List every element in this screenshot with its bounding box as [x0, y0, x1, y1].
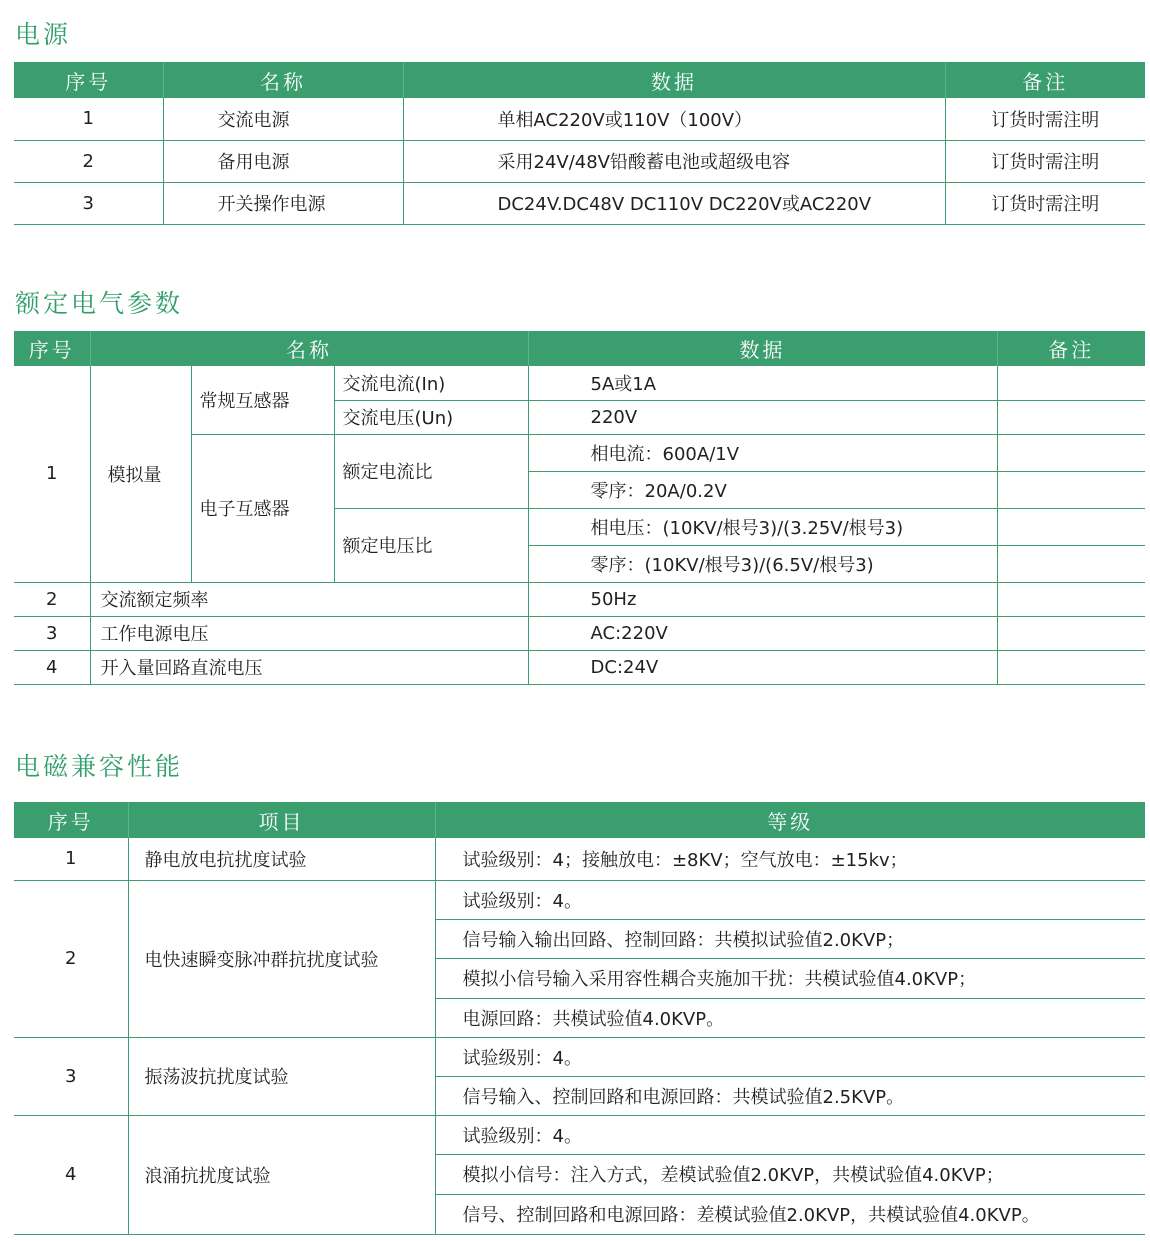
test-level: 信号、控制回路和电源回路：差模试验值2.0KVP，共模试验值4.0KVP。 — [435, 1194, 1145, 1234]
row-no: 1 — [14, 366, 90, 582]
header-level: 等级 — [435, 802, 1145, 838]
ac-current-label: 交流电流(In) — [334, 366, 528, 400]
row-no: 2 — [14, 140, 163, 182]
rated-voltage-ratio-label: 额定电压比 — [334, 508, 528, 582]
table-row — [14, 366, 1145, 400]
row-data: AC:220V — [528, 616, 997, 650]
header-name: 名称 — [163, 62, 403, 98]
table-header-row — [14, 62, 1145, 98]
header-item: 项目 — [128, 802, 435, 838]
row-note: 订货时需注明 — [945, 182, 1145, 224]
phase-voltage-value: 相电压：(10KV/根号3)/(3.25V/根号3) — [528, 508, 997, 545]
power-table — [14, 62, 1145, 225]
rated-section-title: 额定电气参数 — [15, 289, 184, 318]
test-name: 振荡波抗扰度试验 — [128, 1037, 435, 1115]
table-header-row — [14, 802, 1145, 838]
phase-current-value: 相电流：600A/1V — [528, 434, 997, 471]
test-no: 4 — [14, 1115, 128, 1234]
note-cell — [997, 582, 1145, 616]
row-note: 订货时需注明 — [945, 140, 1145, 182]
row-no: 2 — [14, 582, 90, 616]
test-level: 试验级别：4。 — [435, 1037, 1145, 1076]
rated-current-ratio-label: 额定电流比 — [334, 434, 528, 508]
note-cell — [997, 471, 1145, 508]
row-name: 开入量回路直流电压 — [90, 650, 528, 684]
ac-current-value: 5A或1A — [528, 366, 997, 400]
header-note: 备注 — [945, 62, 1145, 98]
table-row — [14, 98, 1145, 140]
row-name: 工作电源电压 — [90, 616, 528, 650]
table-row — [14, 616, 1145, 650]
ac-voltage-value: 220V — [528, 400, 997, 434]
rated-params-table — [14, 331, 1145, 685]
zero-sequence-current-value: 零序：20A/0.2V — [528, 471, 997, 508]
row-note: 订货时需注明 — [945, 98, 1145, 140]
test-no: 3 — [14, 1037, 128, 1115]
table-row — [14, 650, 1145, 684]
header-data: 数据 — [403, 62, 945, 98]
power-section-title: 电源 — [15, 20, 72, 49]
note-cell — [997, 545, 1145, 582]
zero-sequence-voltage-value: 零序：(10KV/根号3)/(6.5V/根号3) — [528, 545, 997, 582]
row-name: 开关操作电源 — [163, 182, 403, 224]
header-no: 序号 — [14, 331, 90, 366]
test-level: 试验级别：4。 — [435, 1115, 1145, 1154]
row-no: 1 — [14, 98, 163, 140]
test-name: 浪涌抗扰度试验 — [128, 1115, 435, 1234]
test-level: 电源回路：共模试验值4.0KVP。 — [435, 998, 1145, 1037]
table-row — [14, 1115, 1145, 1154]
test-level: 模拟小信号：注入方式，差模试验值2.0KVP，共模试验值4.0KVP； — [435, 1154, 1145, 1194]
row-no: 3 — [14, 182, 163, 224]
table-row — [14, 140, 1145, 182]
note-cell — [997, 508, 1145, 545]
table-row — [14, 838, 1145, 880]
note-cell — [997, 650, 1145, 684]
table-row — [14, 182, 1145, 224]
row-name: 备用电源 — [163, 140, 403, 182]
header-data: 数据 — [528, 331, 997, 366]
table-header-row — [14, 331, 1145, 366]
emc-table — [14, 802, 1145, 1235]
row-data: 50Hz — [528, 582, 997, 616]
conventional-transformer-label: 常规互感器 — [191, 366, 334, 434]
test-name: 电快速瞬变脉冲群抗扰度试验 — [128, 880, 435, 1037]
note-cell — [997, 616, 1145, 650]
test-level: 试验级别：4；接触放电：±8KV；空气放电：±15kv； — [435, 838, 1145, 880]
row-name: 交流额定频率 — [90, 582, 528, 616]
test-name: 静电放电抗扰度试验 — [128, 838, 435, 880]
row-data: 采用24V/48V铅酸蓄电池或超级电容 — [403, 140, 945, 182]
emc-section-title: 电磁兼容性能 — [15, 752, 184, 781]
electronic-transformer-label: 电子互感器 — [191, 434, 334, 582]
ac-voltage-label: 交流电压(Un) — [334, 400, 528, 434]
test-level: 信号输入输出回路、控制回路：共模拟试验值2.0KVP； — [435, 919, 1145, 958]
analog-label: 模拟量 — [90, 366, 191, 582]
row-data: DC24V.DC48V DC110V DC220V或AC220V — [403, 182, 945, 224]
test-no: 2 — [14, 880, 128, 1037]
note-cell — [997, 434, 1145, 471]
test-no: 1 — [14, 838, 128, 880]
test-level: 模拟小信号输入采用容性耦合夹施加干扰：共模试验值4.0KVP； — [435, 958, 1145, 998]
row-data: DC:24V — [528, 650, 997, 684]
table-row — [14, 880, 1145, 919]
note-cell — [997, 366, 1145, 400]
header-name: 名称 — [90, 331, 528, 366]
test-level: 信号输入、控制回路和电源回路：共模试验值2.5KVP。 — [435, 1076, 1145, 1115]
row-no: 3 — [14, 616, 90, 650]
row-name: 交流电源 — [163, 98, 403, 140]
row-data: 单相AC220V或110V（100V） — [403, 98, 945, 140]
table-row — [14, 1037, 1145, 1076]
table-row — [14, 582, 1145, 616]
header-no: 序号 — [14, 62, 163, 98]
note-cell — [997, 400, 1145, 434]
test-level: 试验级别：4。 — [435, 880, 1145, 919]
header-no: 序号 — [14, 802, 128, 838]
header-note: 备注 — [997, 331, 1145, 366]
row-no: 4 — [14, 650, 90, 684]
